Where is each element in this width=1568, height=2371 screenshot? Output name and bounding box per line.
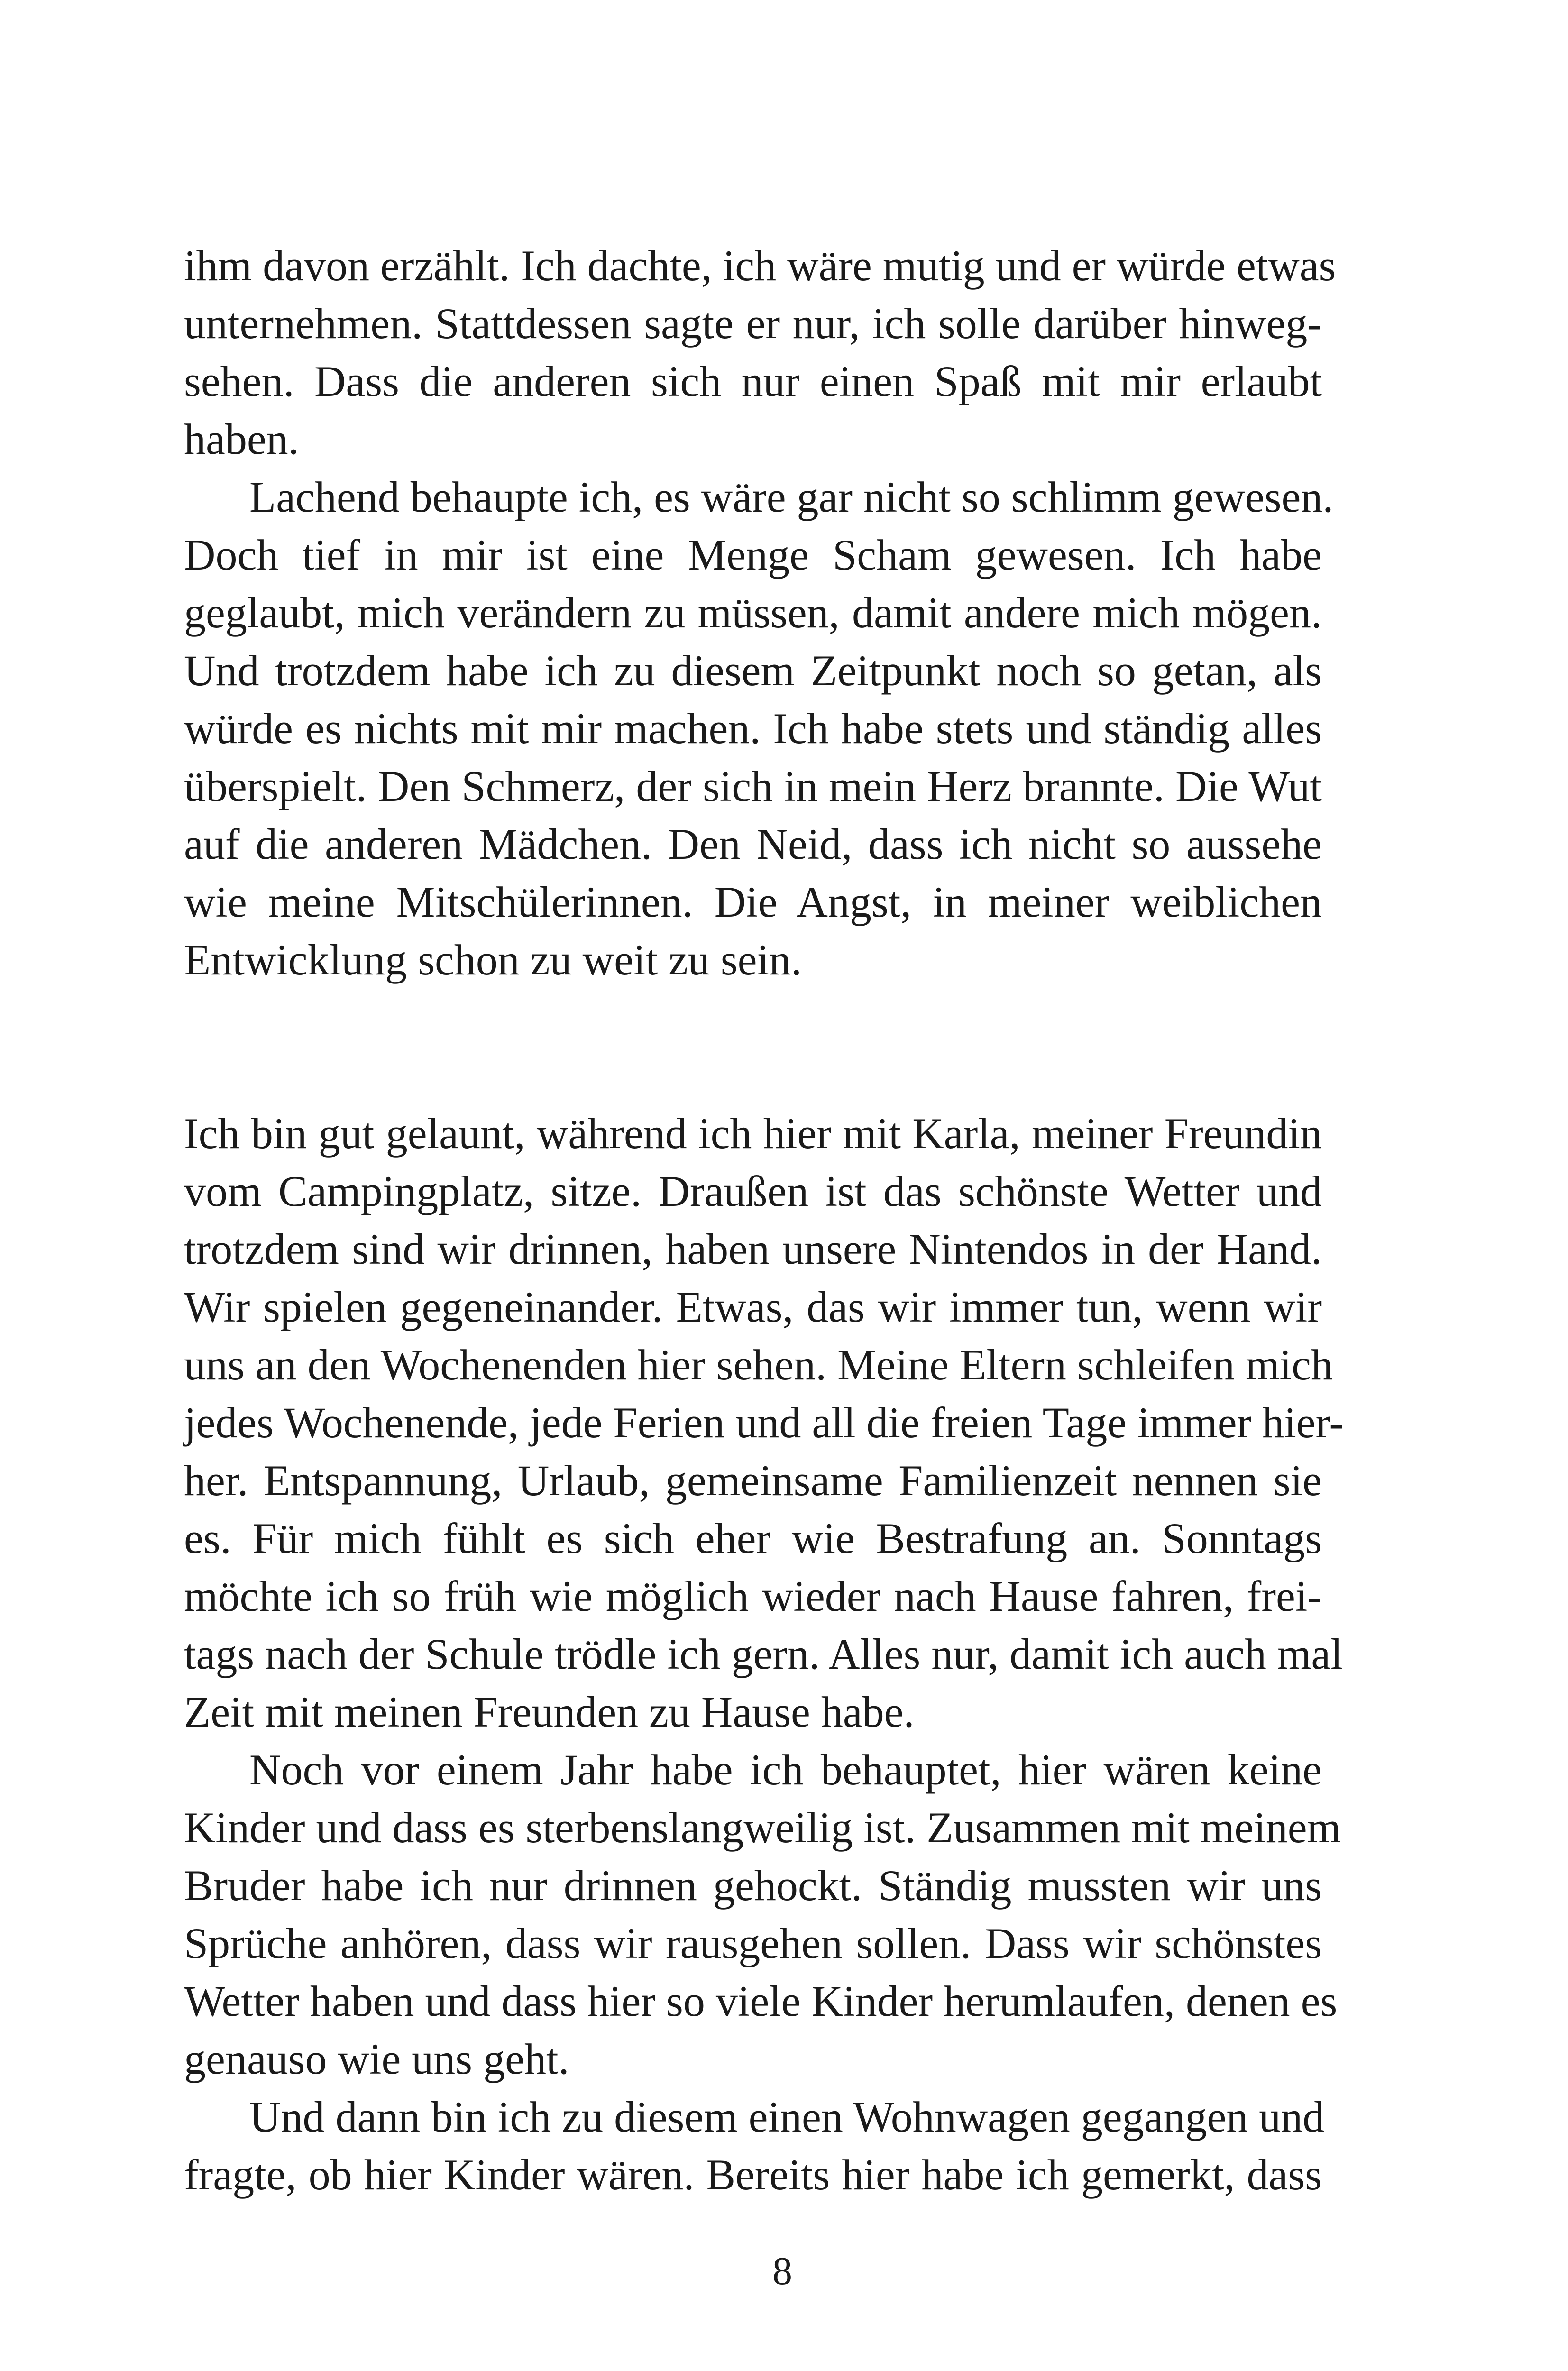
text-line: möchte ich so früh wie möglich wieder nach Hause fahren, frei- — [184, 1572, 1322, 1620]
text-line: Entwicklung schon zu weit zu sein. — [184, 936, 802, 984]
text-line: Doch tief in mir ist eine Menge Scham gewesen. Ich habe — [184, 531, 1322, 579]
text-line: haben. — [184, 415, 299, 463]
text-line: Noch vor einem Jahr habe ich behauptet, hier wären keine — [249, 1746, 1322, 1794]
text-line: würde es nichts mit mir machen. Ich habe stets und ständig alles — [184, 704, 1322, 753]
text-line: ihm davon erzählt. Ich dachte, ich wäre mutig und er würde etwas — [184, 241, 1336, 290]
text-line: sehen. Dass die anderen sich nur einen Spaß mit mir erlaubt — [184, 357, 1322, 405]
text-line: tags nach der Schule trödle ich gern. Alles nur, damit ich auch mal — [184, 1630, 1343, 1678]
text-line: auf die anderen Mädchen. Den Neid, dass ich nicht so aussehe — [184, 820, 1322, 868]
text-line: Wetter haben und dass hier so viele Kinder herumlaufen, denen es — [184, 1977, 1338, 2025]
text-line: jedes Wochenende, jede Ferien und all die freien Tage immer hier- — [184, 1398, 1344, 1447]
text-line: Kinder und dass es sterbenslangweilig ist. Zusammen mit meinem — [184, 1803, 1341, 1852]
text-line: Zeit mit meinen Freunden zu Hause habe. — [184, 1688, 915, 1736]
text-line: es. Für mich fühlt es sich eher wie Bestrafung an. Sonntags — [184, 1514, 1322, 1562]
text-line: Wir spielen gegeneinander. Etwas, das wir immer tun, wenn wir — [184, 1283, 1322, 1331]
page-number: 8 — [772, 2249, 792, 2293]
text-line: Und trotzdem habe ich zu diesem Zeitpunkt noch so getan, als — [184, 646, 1322, 695]
book-page — [184, 0, 1344, 2371]
text-line: wie meine Mitschülerinnen. Die Angst, in meiner weiblichen — [184, 878, 1322, 926]
text-line: Ich bin gut gelaunt, während ich hier mit Karla, meiner Freundin — [184, 1109, 1322, 1158]
text-line: her. Entspannung, Urlaub, gemeinsame Familienzeit nennen sie — [184, 1456, 1322, 1505]
text-line: genauso wie uns geht. — [184, 2035, 569, 2083]
text-line: unternehmen. Stattdessen sagte er nur, ich solle darüber hinweg- — [184, 299, 1322, 348]
text-line: überspielt. Den Schmerz, der sich in mein Herz brannte. Die Wut — [184, 762, 1322, 810]
text-line: Bruder habe ich nur drinnen gehockt. Ständig mussten wir uns — [184, 1861, 1322, 1910]
text-line: uns an den Wochenenden hier sehen. Meine Eltern schleifen mich — [184, 1341, 1333, 1389]
text-line: geglaubt, mich verändern zu müssen, damit andere mich mögen. — [184, 588, 1322, 637]
text-line: fragte, ob hier Kinder wären. Bereits hier habe ich gemerkt, dass — [184, 2150, 1322, 2199]
text-line: Lachend behaupte ich, es wäre gar nicht so schlimm gewesen. — [249, 473, 1334, 521]
text-line: vom Campingplatz, sitze. Draußen ist das schönste Wetter und — [184, 1167, 1322, 1215]
text-line: Sprüche anhören, dass wir rausgehen sollen. Dass wir schönstes — [184, 1919, 1322, 1967]
text-line: Und dann bin ich zu diesem einen Wohnwagen gegangen und — [249, 2093, 1325, 2141]
text-line: trotzdem sind wir drinnen, haben unsere Nintendos in der Hand. — [184, 1225, 1322, 1273]
